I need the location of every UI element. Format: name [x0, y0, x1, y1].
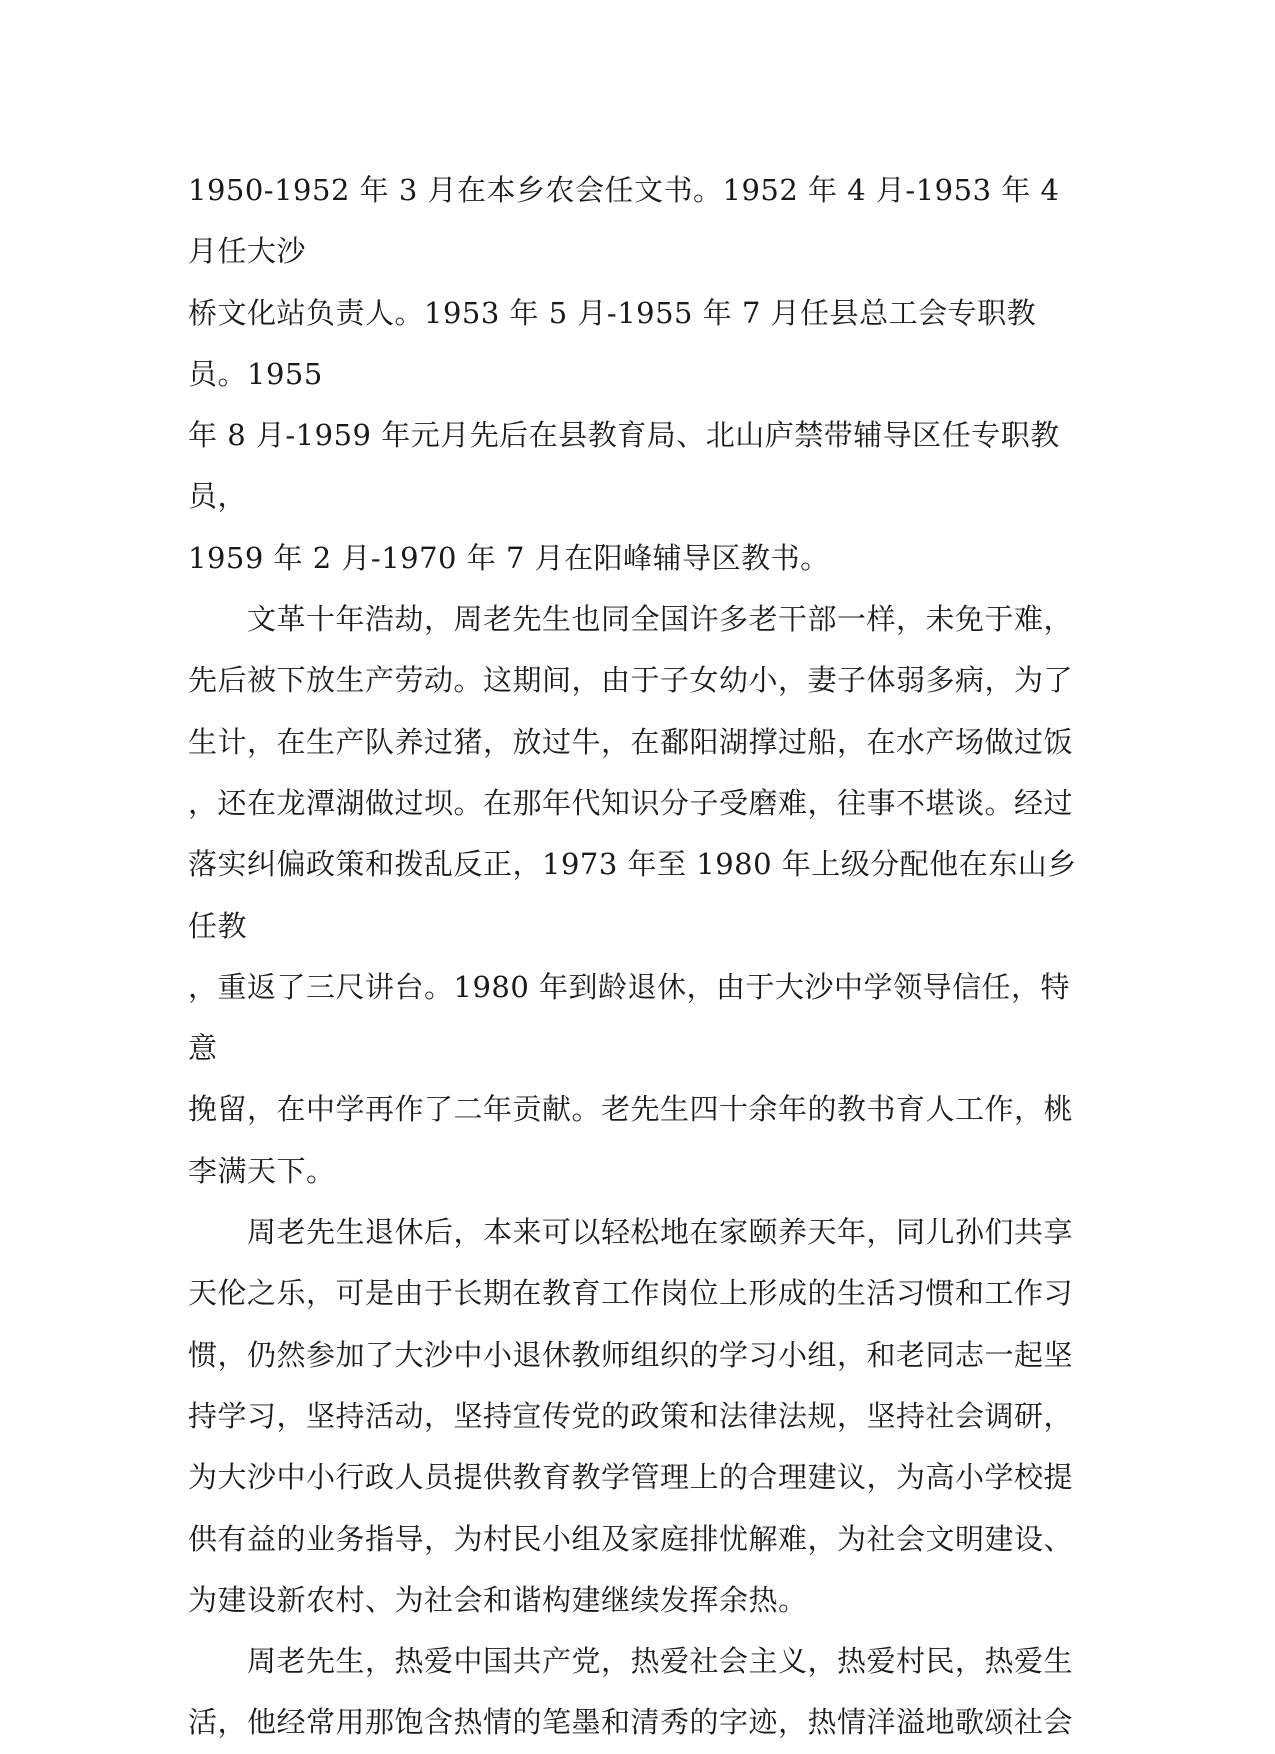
paragraph-cultural-revolution: 文革十年浩劫，周老先生也同全国许多老干部一样，未免于难， 先后被下放生产劳动。这期间，由于子女幼小，妻子体弱多病，为了 生计，在生产队养过猪，放过牛，在鄱阳湖撑过船，在水产场做过饭 ，还在龙潭湖做过坝。在那年代知识分子受磨难，往事不堪谈。经过 落实纠偏政策和拨乱反正，1973 年至 1980 年上级分配他在东山乡任教 ，重返了三尺讲台。1980 年到龄退休，由于大沙中学领导信任，特意 挽留，在中学再作了二年贡献。老先生四十余年的教书育人工作，桃 李满天下。 — [188, 602, 1077, 1188]
paragraph-retirement: 周老先生退休后，本来可以轻松地在家颐养天年，同儿孙们共享 天伦之乐，可是由于长期在教育工作岗位上形成的生活习惯和工作习 惯，仍然参加了大沙中小退休教师组织的学习小组，和老同志一起坚 持学习，坚持活动，坚持宣传党的政策和法律法规，坚持社会调研， 为大沙中小行政人员提供教育教学管理上的合理建议，为高小学校提 供有益的业务指导，为村民小组及家庭排忧解难，为社会文明建设、 为建设新农村、为社会和谐构建继续发挥余热。 — [188, 1215, 1074, 1617]
paragraph-love-of-party: 周老先生，热爱中国共产党，热爱社会主义，热爱村民，热爱生 活，他经常用那饱含热情的笔墨和清秀的字迹，热情洋溢地歌颂社会 — [188, 1644, 1074, 1740]
paragraph-career: 1950-1952 年 3 月在本乡农会任文书。1952 年 4 月-1953 年 4 月任大沙 桥文化站负责人。1953 年 5 月-1955 年 7 月任县总工会专职教员。1955 年 8 月-1959 年元月先后在县教育局、北山庐禁带辅导区任专职教员， 1959 年 2 月-1970 年 7 月在阳峰辅导区教书。 — [188, 173, 1060, 575]
body-text — [188, 160, 1078, 1754]
